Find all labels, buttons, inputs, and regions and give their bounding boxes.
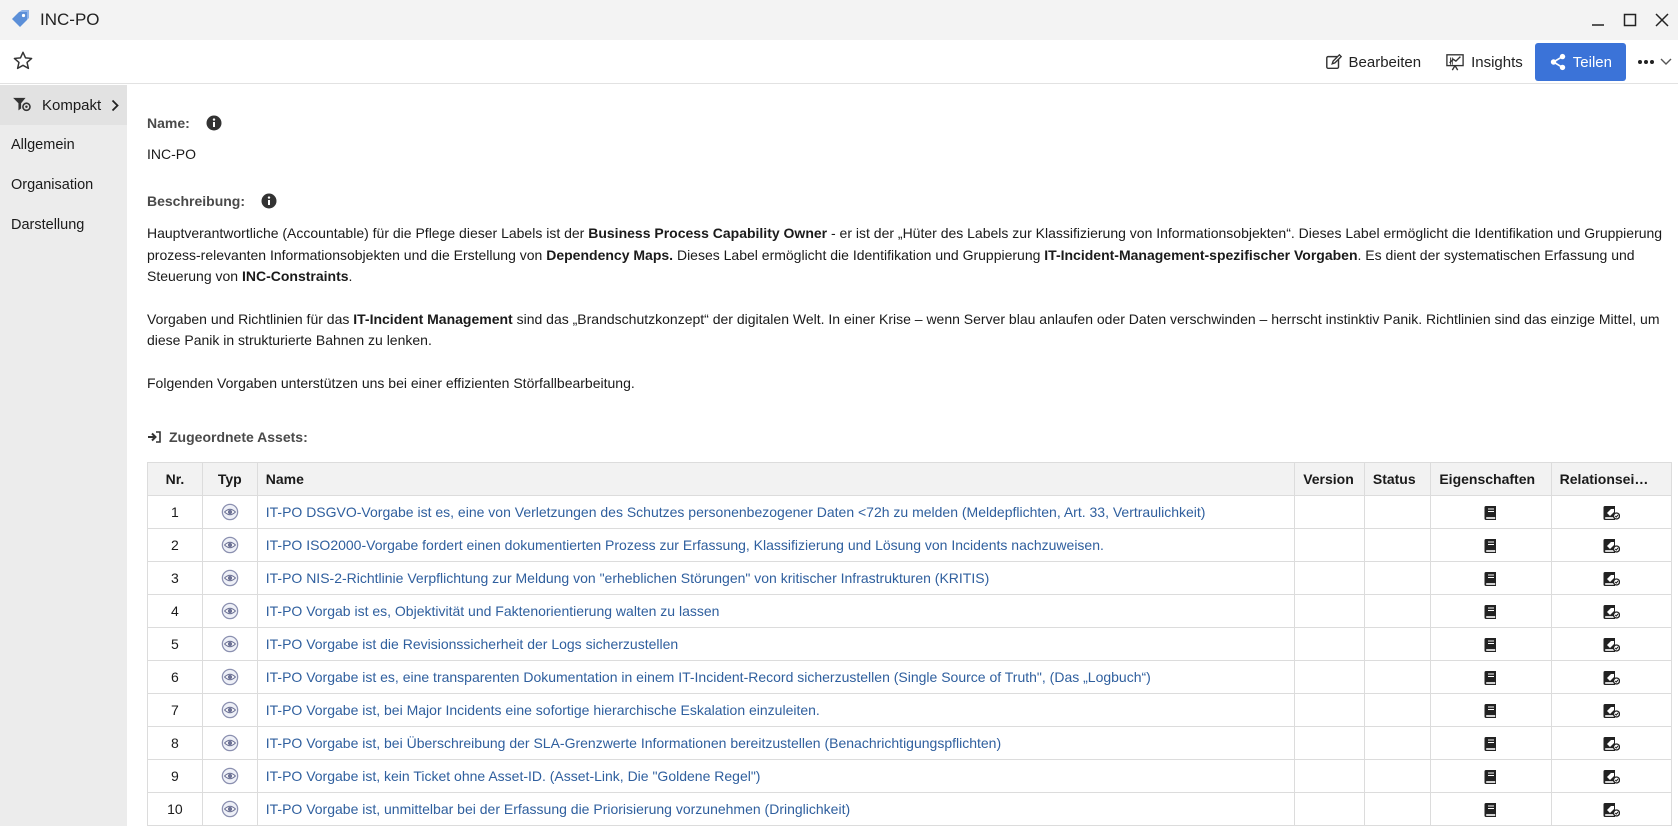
sidebar-item-label: Darstellung [11, 217, 85, 233]
type-cell [202, 694, 257, 727]
eye-type-icon [221, 635, 239, 653]
properties-cell [1431, 628, 1551, 661]
column-header-nr[interactable]: Nr. [148, 463, 203, 496]
more-dots-icon [1638, 59, 1654, 65]
eye-type-icon [221, 668, 239, 686]
version-cell [1295, 760, 1365, 793]
filter-icon [12, 97, 32, 113]
type-cell [202, 760, 257, 793]
window-controls [1582, 0, 1678, 40]
row-number: 10 [148, 793, 203, 826]
asset-name-link[interactable]: IT-PO NIS-2-Richtlinie Verpflichtung zur Meldung von "erheblichen Störungen" von kritischer Infrastrukturen (KRITIS) [265, 570, 990, 586]
asset-name-cell [257, 595, 1294, 628]
asset-name-link[interactable]: IT-PO Vorgab ist es, Objektivität und Faktenorientierung walten zu lassen [265, 603, 720, 619]
relation-book-icon[interactable] [1602, 802, 1620, 818]
sidebar-item-organisation[interactable] [0, 165, 127, 205]
asset-name-link[interactable]: IT-PO Vorgabe ist, unmittelbar bei der Erfassung die Priorisierung vorzunehmen (Dringlichkeit) [265, 801, 851, 817]
eye-type-icon [221, 503, 239, 521]
status-cell [1364, 496, 1430, 529]
table-row [148, 496, 1672, 529]
properties-cell [1431, 661, 1551, 694]
assets-table [147, 462, 1672, 826]
eye-type-icon [221, 701, 239, 719]
relation-book-icon[interactable] [1602, 604, 1620, 620]
asset-name-cell [257, 529, 1294, 562]
version-cell [1295, 793, 1365, 826]
status-cell [1364, 793, 1430, 826]
type-cell [202, 595, 257, 628]
properties-cell [1431, 529, 1551, 562]
relations-cell [1551, 694, 1671, 727]
sign-in-arrow-icon [147, 431, 161, 443]
version-cell [1295, 727, 1365, 760]
row-number: 9 [148, 760, 203, 793]
version-cell [1295, 496, 1365, 529]
relation-book-icon[interactable] [1602, 637, 1620, 653]
type-cell [202, 529, 257, 562]
properties-cell [1431, 694, 1551, 727]
sidebar [0, 85, 127, 826]
relation-book-icon[interactable] [1602, 736, 1620, 752]
insights-chart-icon [1445, 53, 1465, 71]
version-cell [1295, 661, 1365, 694]
relation-book-icon[interactable] [1602, 670, 1620, 686]
sidebar-item-label: Organisation [11, 177, 94, 193]
more-options-button[interactable] [1626, 44, 1678, 80]
description-text [147, 223, 1672, 415]
book-icon[interactable] [1483, 670, 1499, 686]
relations-cell [1551, 628, 1671, 661]
toolbar-actions [1313, 42, 1678, 82]
relations-cell [1551, 760, 1671, 793]
book-icon[interactable] [1483, 505, 1499, 521]
version-cell [1295, 595, 1365, 628]
status-cell [1364, 760, 1430, 793]
version-cell [1295, 628, 1365, 661]
status-cell [1364, 727, 1430, 760]
asset-name-cell [257, 727, 1294, 760]
version-cell [1295, 562, 1365, 595]
insights-button-label: Insights [1471, 53, 1523, 71]
book-icon[interactable] [1483, 571, 1499, 587]
relation-book-icon[interactable] [1602, 703, 1620, 719]
status-cell [1364, 694, 1430, 727]
status-cell [1364, 628, 1430, 661]
type-cell [202, 793, 257, 826]
type-cell [202, 628, 257, 661]
table-row [148, 562, 1672, 595]
name-label-text: Name: [147, 115, 190, 131]
table-row [148, 661, 1672, 694]
properties-cell [1431, 595, 1551, 628]
eye-type-icon [221, 734, 239, 752]
row-number: 1 [148, 496, 203, 529]
relations-cell [1551, 595, 1671, 628]
row-number: 5 [148, 628, 203, 661]
chevron-right-icon [111, 99, 119, 112]
info-icon[interactable] [206, 115, 222, 131]
row-number: 7 [148, 694, 203, 727]
relation-book-icon[interactable] [1602, 538, 1620, 554]
compact-label: Kompakt [42, 96, 102, 114]
toolbar [0, 40, 1678, 84]
edit-button[interactable] [1313, 44, 1434, 80]
description-paragraph: Folgenden Vorgaben unterstützen uns bei einer effizienten Störfallbearbeitung. [147, 374, 635, 391]
relations-cell [1551, 496, 1671, 529]
eye-type-icon [221, 602, 239, 620]
relations-cell [1551, 727, 1671, 760]
type-cell [202, 727, 257, 760]
relations-cell [1551, 529, 1671, 562]
row-number: 3 [148, 562, 203, 595]
description-paragraph: Hauptverantwortliche (Accountable) für die Pflege dieser Labels ist der Business Process Capability Owner - er ist der „Hüter des Labels zur Klassifizierung von Informationsobjekten“. Dieses Label ermöglicht die Identifikation und Gruppierung prozess-relevanten Informationsobjekten und die Erstellung von Dependency Maps. Dieses Label ermöglicht die Identifikation und Gruppierung IT-Incident-Management-spezifischer Vorgaben. Es dient der systematischen Erfassung und Steuerung von INC-Constraints. [147, 225, 1663, 284]
row-number: 2 [148, 529, 203, 562]
eye-type-icon [221, 569, 239, 587]
table-row [148, 628, 1672, 661]
status-cell [1364, 562, 1430, 595]
asset-name-cell [257, 694, 1294, 727]
favorite-star-icon[interactable] [12, 50, 34, 72]
type-cell [202, 661, 257, 694]
asset-name-link[interactable]: IT-PO Vorgabe ist, bei Überschreibung der SLA-Grenzwerte Informationen bereitzustellen (Benachrichtigungspflichten) [265, 735, 1002, 751]
asset-name-cell [257, 496, 1294, 529]
table-row [148, 694, 1672, 727]
book-icon[interactable] [1483, 703, 1499, 719]
book-icon[interactable] [1483, 769, 1499, 785]
sidebar-item-darstellung[interactable] [0, 205, 127, 245]
sidebar-item-label: Allgemein [11, 137, 75, 153]
asset-name-cell [257, 661, 1294, 694]
asset-name-link[interactable]: IT-PO Vorgabe ist, kein Ticket ohne Asset-ID. (Asset-Link, Die "Goldene Regel") [265, 768, 761, 784]
relations-cell [1551, 661, 1671, 694]
asset-name-link[interactable]: IT-PO Vorgabe ist, bei Major Incidents eine sofortige hierarchische Eskalation einzuleiten. [265, 702, 820, 718]
compact-view-toggle[interactable] [0, 85, 127, 125]
column-header-version[interactable]: Version [1295, 463, 1365, 496]
column-header-eigenschaften[interactable]: Eigenschaften [1431, 463, 1551, 496]
relations-cell [1551, 793, 1671, 826]
status-cell [1364, 529, 1430, 562]
description-paragraph: Vorgaben und Richtlinien für das IT-Incident Management sind das „Brandschutzkonzept“ der digitalen Welt. In einer Krise – wenn Server blau anlaufen oder Daten verschwinden – herrscht instinktiv Panik. Richtlinien sind das einzige Mittel, um diese Panik in strukturierte Bahnen zu lenken. [147, 310, 1660, 348]
table-row [148, 760, 1672, 793]
insights-button[interactable] [1433, 44, 1535, 80]
eye-type-icon [221, 800, 239, 818]
status-cell [1364, 661, 1430, 694]
table-row [148, 595, 1672, 628]
description-field-label [147, 193, 277, 209]
sidebar-item-allgemein[interactable] [0, 125, 127, 165]
maximize-icon[interactable] [1614, 0, 1646, 40]
info-icon[interactable] [261, 193, 277, 209]
row-number: 8 [148, 727, 203, 760]
properties-cell [1431, 793, 1551, 826]
row-number: 6 [148, 661, 203, 694]
properties-cell [1431, 496, 1551, 529]
chevron-down-icon [1660, 58, 1672, 66]
eye-type-icon [221, 767, 239, 785]
book-icon[interactable] [1483, 604, 1499, 620]
minimize-icon[interactable] [1582, 0, 1614, 40]
close-icon[interactable] [1646, 0, 1678, 40]
status-cell [1364, 595, 1430, 628]
version-cell [1295, 529, 1365, 562]
column-header-relationsei[interactable]: Relationsei… [1551, 463, 1671, 496]
table-row [148, 529, 1672, 562]
type-cell [202, 496, 257, 529]
asset-name-link[interactable]: IT-PO DSGVO-Vorgabe ist es, eine von Verletzungen des Schutzes personenbezogener Daten <72h zu melden (Meldepflichten, Art. 33, Vertraulichkeit) [265, 504, 1206, 520]
book-icon[interactable] [1483, 736, 1499, 752]
name-value: INC-PO [147, 146, 196, 162]
relation-book-icon[interactable] [1602, 571, 1620, 587]
row-number: 4 [148, 595, 203, 628]
edit-button-label: Bearbeiten [1348, 53, 1422, 71]
asset-name-link[interactable]: IT-PO Vorgabe ist es, eine transparenten Dokumentation in einem IT-Incident-Record sicherzustellen (Single Source of Truth", (Das „Logbuch“) [265, 669, 1151, 685]
asset-name-link[interactable]: IT-PO ISO2000-Vorgabe fordert einen dokumentierten Prozess zur Erfassung, Klassifizierung und Lösung von Incidents nachzuweisen. [265, 537, 1104, 553]
asset-name-cell [257, 793, 1294, 826]
assigned-assets-label-text: Zugeordnete Assets: [169, 429, 308, 445]
asset-name-cell [257, 760, 1294, 793]
relation-book-icon[interactable] [1602, 505, 1620, 521]
asset-name-link[interactable]: IT-PO Vorgabe ist die Revisionssicherheit der Logs sicherzustellen [265, 636, 679, 652]
eye-type-icon [221, 536, 239, 554]
book-icon[interactable] [1483, 538, 1499, 554]
relations-cell [1551, 562, 1671, 595]
description-label-text: Beschreibung: [147, 193, 246, 209]
share-button[interactable] [1535, 43, 1626, 81]
asset-name-cell [257, 562, 1294, 595]
share-icon [1549, 53, 1567, 71]
book-icon[interactable] [1483, 802, 1499, 818]
properties-cell [1431, 727, 1551, 760]
version-cell [1295, 694, 1365, 727]
window-titlebar [0, 0, 1678, 40]
name-field-label [147, 115, 222, 131]
column-header-name[interactable]: Name [257, 463, 1294, 496]
properties-cell [1431, 760, 1551, 793]
label-tag-icon [10, 9, 32, 31]
edit-icon [1325, 53, 1343, 71]
properties-cell [1431, 562, 1551, 595]
window-title: INC-PO [40, 10, 100, 29]
asset-name-cell [257, 628, 1294, 661]
table-row [148, 793, 1672, 826]
type-cell [202, 562, 257, 595]
relation-book-icon[interactable] [1602, 769, 1620, 785]
column-header-status[interactable]: Status [1364, 463, 1430, 496]
assigned-assets-label [147, 429, 308, 445]
table-row [148, 727, 1672, 760]
table-header-row [148, 463, 1672, 496]
book-icon[interactable] [1483, 637, 1499, 653]
column-header-typ[interactable]: Typ [202, 463, 257, 496]
share-button-label: Teilen [1572, 53, 1612, 71]
